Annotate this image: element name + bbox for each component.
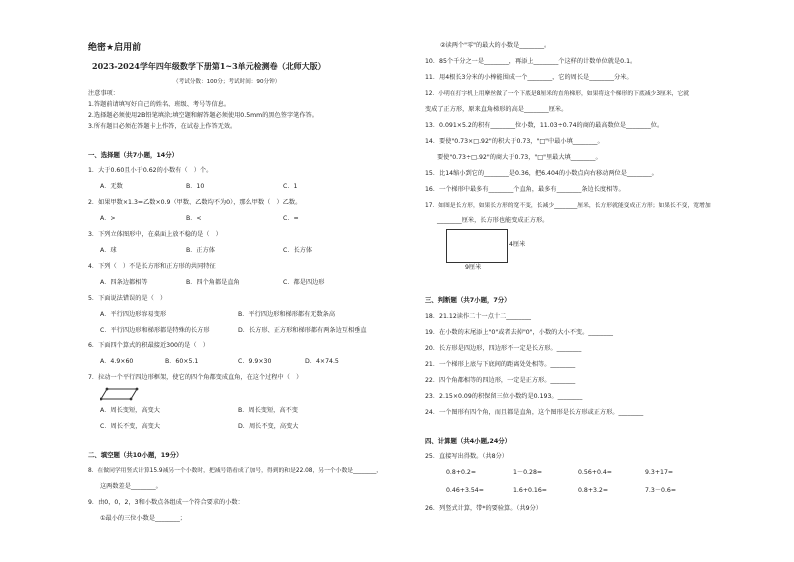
question-26: 26．列竖式计算，带*的要验算。（共9分） [425,505,542,512]
question-2: 2．如果甲数×1.3=乙数×0.9（甲数、乙数均不为0），那么甲数（ ）乙数。 [88,199,302,206]
figure-length-label: 9厘米 [465,264,482,271]
option: C．都是四边形 [283,279,325,286]
question-17: 17．如图是长方形，如果长方形的宽不变，长减少________厘米，长方形就能变成正方形；如果长不变，宽增加 [425,203,711,209]
calc-item: 0.8+0.2= [446,469,477,476]
question-12: 12．小明在打字机上用摩丝做了一个下底是8厘米的直角梯形，如果将这个梯形的下底减少3厘米，它就 [425,91,690,97]
option: A．> [100,215,116,222]
question-21: 21．一个梯形上底与下底间的距离处处相等。________ [425,361,576,368]
section-judge-heading: 三、判断题（共7小题，7分） [425,296,511,304]
question-9-part1: ①最小的三位小数是________； [100,515,186,522]
calc-item: 9.3+17= [645,469,674,476]
question-20: 20．长方形是四边形，四边形不一定是长方形。________ [425,345,582,352]
note-line: 3.所有题目必须在答题卡上作答，在试卷上作答无效。 [88,123,237,130]
option: B．周长变短，高不变 [238,407,298,414]
option: D．周长不变，高变大 [238,423,299,430]
question-22: 22．四个角都相等的四边形，一定是正方形。________ [425,377,576,384]
question-13: 13．0.091×5.2的积有________位小数，11.03÷0.74的商的最高数位是________位。 [425,122,664,129]
question-1: 1．大于0.60且小于0.62的小数有（ ）个。 [88,167,213,174]
section-choice-heading: 一、选择题（共7小题，14分） [88,151,179,159]
option: C．= [283,215,299,222]
calc-item: 0.46+3.54= [446,487,484,494]
option: A．周长变短，高变大 [100,407,160,414]
calc-item: 7.3－0.6= [645,487,677,494]
notes-title: 注意事项： [88,90,119,97]
section-calc-heading: 四、计算题（共4小题,24分） [425,437,512,445]
calc-item: 1.6+0.16= [513,487,547,494]
question-4: 4．下列（ ）不是长方形和正方形的共同特征 [88,263,216,270]
option: B．60×5.1 [165,358,199,365]
question-8: 8．在做同学用竖式计算15.9减另一个小数时，把减号错看成了加号，得到的和是22.08，另一个小数是________， [88,468,383,474]
option: A．球 [100,247,117,254]
option: A．四条边都相等 [100,279,148,286]
question-14-line2: 要使"0.73÷□.92"的商大于0.73，"□"里最大填________。 [437,154,602,161]
option: B．< [186,215,202,222]
option: C．周长不变，高变大 [100,423,161,430]
option: C．平行四边形和梯形都是特殊的长方形 [100,327,210,334]
question-24: 24．一个图形有四个角，而且都是直角，这个图形是长方形或正方形。________ [425,409,644,416]
option: C．长方体 [283,247,313,254]
question-9-part2: ②读两个"零"的最大的小数是________。 [440,42,551,49]
question-8-line2: 这两数差是________。 [100,483,162,490]
question-6: 6．下面四个算式的积最接近300的是（ ） [88,342,209,349]
question-10: 10．85个千分之一是________，再添上________个这样的计数单位就是0.1。 [425,58,637,65]
calc-item: 1－0.28= [513,469,543,476]
note-line: 2.选择题必须使用2B铅笔填涂;填空题和解答题必须使用0.5mm的黑色签字笔作答。 [88,112,318,119]
rectangle-figure [446,229,508,263]
question-3: 3．下列立体图形中，在桌面上放不稳的是（ ） [88,231,222,238]
question-11: 11．用4根长3分米的小棒能围成一个________，它的周长是________分米。 [425,74,633,81]
question-16: 16．一个梯形中最多有________个直角，最多有________条边长度相等。 [425,186,625,193]
question-15: 15．比14缩小到它的________是0.36，把6.404的小数点向右移动两位是________。 [425,170,658,177]
option: D．长方形、正方形和梯形都有两条边互相垂直 [238,327,367,334]
calc-item: 0.56+0.4= [578,469,612,476]
option: C．9.9×30 [238,358,272,365]
question-17-line2: ________厘米，长方形也能变成正方形。 [437,217,549,224]
option: A．4.9×60 [100,358,134,365]
option: B．平行四边形和梯形都有无数条高 [238,311,336,318]
option: B．10 [186,183,205,190]
option: B．四个角都是直角 [186,279,240,286]
question-9: 9．由0，0，2，3和小数点各组成一个符合要求的小数： [88,499,244,506]
option: D．4×74.5 [305,358,339,365]
question-18: 18．21.12读作二十一点十二________ [425,313,532,320]
option: A．无数 [100,183,123,190]
question-23: 23．2.15×0.09的积保留三位小数约是0.193。________ [425,393,583,400]
option: A．平行四边形容易变形 [100,311,167,318]
option: B．正方体 [186,247,215,254]
section-fill-heading: 二、填空题（共10小题，19分） [88,451,183,459]
question-19: 19．在小数的末尾添上"0"或者去掉"0"，小数的大小不变。________ [425,329,614,336]
option: C．1 [283,183,298,190]
parallelogram-figure [100,387,140,402]
figure-width-label: 4厘米 [509,241,526,248]
question-14: 14．要使"0.73×□.92"的积大于0.73，"□"中最小填________。 [425,138,604,145]
question-25: 25．直接写出得数。（共8分） [425,453,508,460]
exam-title: 2023-2024学年四年级数学下册第1~3单元检测卷（北师大版） [92,61,326,71]
secret-label: 绝密★启用前 [88,43,142,53]
question-12-line2: 变成了正方形，原来直角梯形的高是________厘米。 [425,106,568,113]
exam-info: （考试分数：100分；考试时间：90分钟） [173,79,281,85]
question-5: 5．下面说法错误的是（ ） [88,295,167,302]
question-7: 7．拉动一个平行四边形框架，使它的四个角都变成直角，在这个过程中（ ） [88,374,303,381]
note-line: 1.答题前请填写好自己的姓名、班级、考号等信息。 [88,101,231,108]
calc-item: 0.8+3.2= [578,487,609,494]
